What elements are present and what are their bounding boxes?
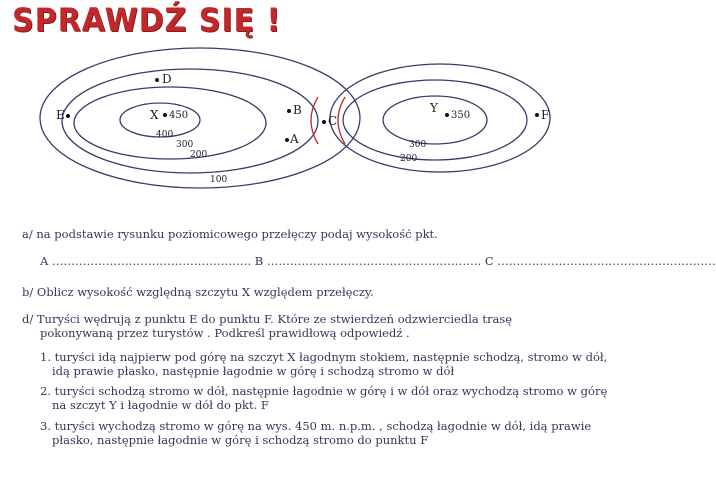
contour-label-300-left: 300 — [176, 140, 194, 150]
point-a-dot — [285, 138, 289, 142]
label-d: D — [162, 72, 172, 86]
label-y: Y — [430, 101, 438, 115]
label-y-value: 350 — [451, 110, 471, 121]
question-d-line2: pokonywaną przez turystów . Podkreśl prawidłową odpowiedź . — [40, 326, 410, 340]
point-c-dot — [322, 120, 326, 124]
label-x-value: 450 — [169, 110, 189, 121]
contour-label-300-right: 300 — [409, 140, 427, 150]
question-b: b/ Oblicz wysokość względną szczytu X względem przełęczy. — [22, 285, 374, 299]
contour-left-300 — [74, 87, 266, 159]
point-f-dot — [535, 113, 539, 117]
label-e: E — [56, 108, 65, 122]
question-d-line1: d/ Turyści wędrują z punktu E do punktu F. Które ze stwierdzeń odzwierciedla trasę — [22, 312, 513, 326]
point-x-dot — [163, 113, 167, 117]
option-1-line2: idą prawie płasko, następnie łagodnie w górę i schodzą stromo w dół — [52, 364, 455, 378]
label-x: X — [150, 108, 159, 122]
option-2-line2: na szczyt Y i łagodnie w dół do pkt. F — [52, 398, 269, 412]
question-a-fill-line: A ……………………………………………. B ……………………………………………….. C ………………………………………………… — [40, 254, 716, 268]
label-b: B — [293, 103, 302, 117]
point-e-dot — [66, 114, 70, 118]
point-b-dot — [287, 109, 291, 113]
option-3-line2: płasko, następnie łagodnie w górę i schodzą stromo do punktu F — [52, 433, 429, 447]
label-a: A — [290, 132, 299, 146]
label-c: C — [328, 114, 338, 128]
contour-label-100: 100 — [210, 175, 228, 185]
option-3-line1: 3. turyści wychodzą stromo w górę na wys. 450 m. n.p.m. , schodzą łagodnie w dół, idą prawie — [40, 419, 592, 433]
question-a: a/ na podstawie rysunku poziomicowego przełęczy podaj wysokość pkt. — [22, 227, 438, 241]
option-2-line1: 2. turyści schodzą stromo w dół, następnie łagodnie w górę i w dół oraz wychodzą stromo w górę — [40, 384, 608, 398]
label-f: F — [541, 108, 550, 122]
contour-label-400: 400 — [156, 130, 174, 140]
contour-label-200-right: 200 — [400, 154, 418, 164]
option-1-line1: 1. turyści idą najpierw pod górę na szczyt X łagodnym stokiem, następnie schodzą, stromo w dół, — [40, 350, 608, 364]
page-title: SPRAWDŹ SIĘ ! — [12, 2, 282, 40]
saddle-arc-right — [338, 97, 345, 144]
point-y-dot — [445, 113, 449, 117]
contour-right-200 — [343, 80, 527, 160]
contour-label-200-left: 200 — [190, 150, 208, 160]
point-d-dot — [155, 78, 159, 82]
